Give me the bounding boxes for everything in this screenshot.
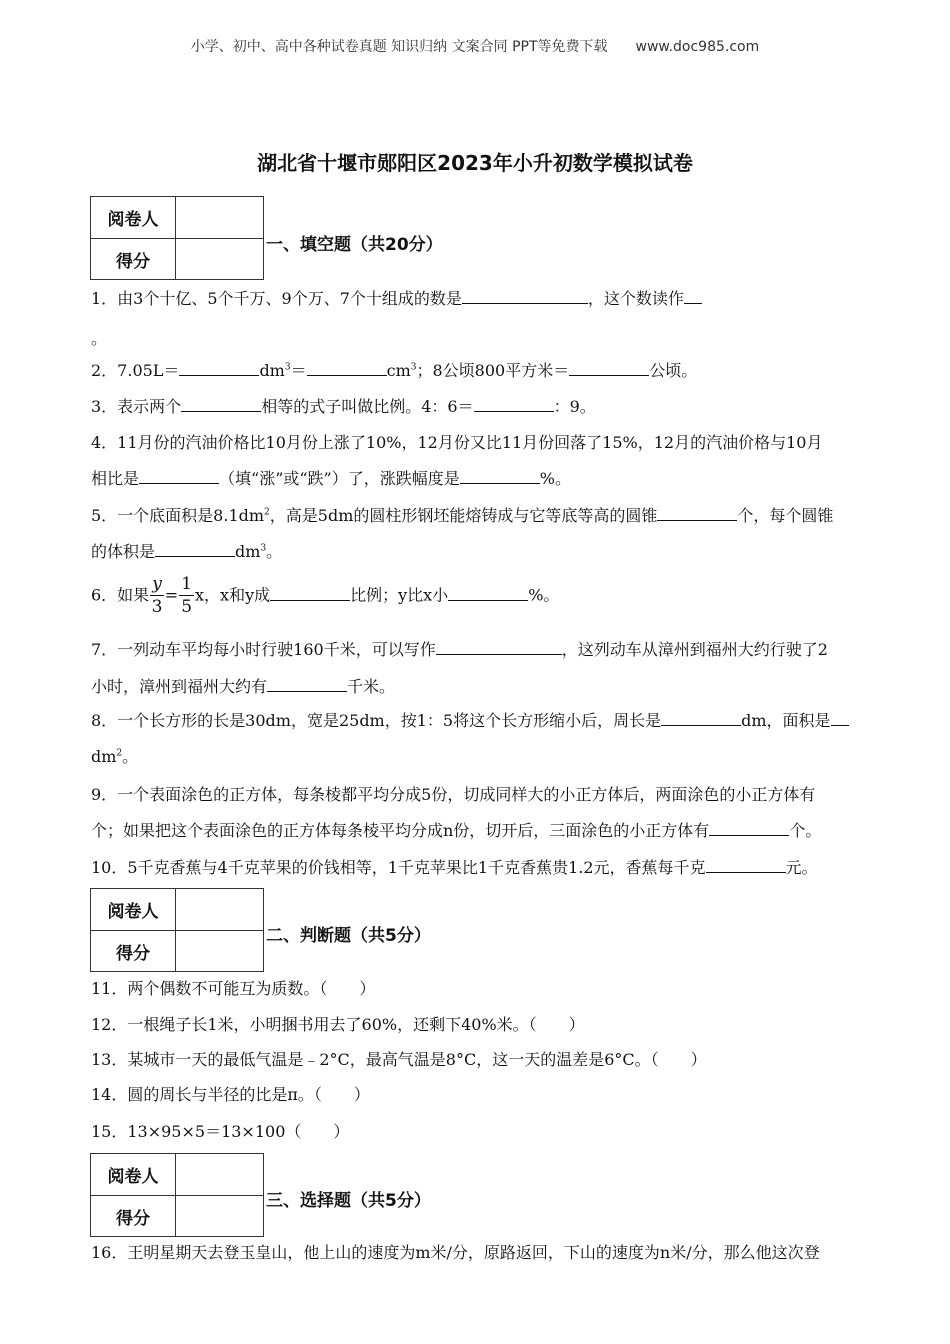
grader-table-1 [90,196,264,280]
grader-table-3 [90,1153,264,1237]
question-7 [91,637,891,660]
question-14: 14．圆的周长与半径的比是π。（ ） [91,1085,370,1104]
q9-text-b: 个；如果把这个表面涂色的正方体每条棱平均分成n份，切开后，三面涂色的小正方体有 [91,821,710,840]
q1-text-b: ，这个数读作 [587,289,684,308]
q8-blank-1[interactable] [661,711,741,726]
q5-sup-2: 3 [260,543,267,554]
question-15: 15．13×95×5＝13×100（ ） [91,1122,350,1141]
q6-text-c: 比例；y比x小 [350,585,449,605]
reviewer-cell[interactable] [176,1154,263,1195]
q1-blank-2[interactable] [684,289,702,304]
question-5 [91,503,891,526]
score-label: 得分 [91,931,176,972]
frac1-denominator: 3 [151,597,163,617]
question-5-cont [91,539,891,562]
q5-sup-1: 2 [264,507,270,518]
question-2 [91,358,891,381]
q5-text-f: 。 [266,542,283,561]
question-3 [91,394,891,417]
q9-text-a: 9．一个表面涂色的正方体，每条棱都平均分成5份，切成同样大的小正方体后，两面涂色的小正方体有 [91,785,816,804]
q2-text-c: ＝ [290,361,307,380]
q5-text-a: 5．一个底面积是8.1dm [91,506,265,525]
q9-blank-1[interactable] [709,821,789,836]
reviewer-label: 阅卷人 [91,197,176,238]
score-label: 得分 [91,239,176,280]
question-8-cont [91,744,891,767]
q3-text-a: 3．表示两个 [91,397,182,416]
q2-text-a: 2．7.05L＝ [91,361,180,380]
question-16: 16．王明星期天去登玉皇山，他上山的速度为m米/分，原路返回，下山的速度为n米/分，那么他这次登 [91,1243,820,1262]
q5-text-e: dm [235,542,261,561]
question-7-cont [91,674,891,697]
question-13: 13．某城市一天的最低气温是﹣2°C，最高气温是8°C，这一天的温差是6°C。（ ） [91,1050,707,1069]
q6-text-d: %。 [528,585,560,605]
q2-text-d: cm [386,361,411,380]
q4-text-d: %。 [539,469,571,488]
q2-blank-1[interactable] [179,361,259,376]
question-9-cont [91,818,891,841]
q5-text-c: 个，每个圆锥 [737,506,834,525]
question-10 [91,855,891,878]
q3-text-b: 相等的式子叫做比例。4：6＝ [261,397,474,416]
q6-blank-1[interactable] [270,586,350,601]
q8-text-c: dm [91,747,117,766]
q8-blank-2[interactable] [831,711,849,726]
q2-sup-1: 3 [284,362,291,373]
q7-text-c: 小时，漳州到福州大约有 [91,677,268,696]
header-text: 小学、初中、高中各种试卷真题 知识归纳 文案合同 PPT等免费下载 [190,39,608,55]
question-6 [91,576,891,616]
q7-blank-1[interactable] [436,640,562,655]
q10-text-a: 10．5千克香蕉与4千克苹果的价钱相等，1千克苹果比1千克香蕉贵1.2元，香蕉每千克 [91,858,706,877]
q3-blank-1[interactable] [181,397,261,412]
q4-blank-1[interactable] [139,469,219,484]
frac2-numerator: 1 [181,574,193,594]
q2-sup-2: 3 [410,362,417,373]
q7-text-a: 7．一列动车平均每小时行驶160千米，可以写作 [91,640,436,659]
question-1 [91,286,891,309]
q8-text-a: 8．一个长方形的长是30dm，宽是25dm，按1：5将这个长方形缩小后，周长是 [91,711,662,730]
q10-blank-1[interactable] [706,858,786,873]
reviewer-label: 阅卷人 [91,1154,176,1195]
reviewer-cell[interactable] [176,889,263,930]
question-4 [91,430,891,453]
page-title: 湖北省十堰市郧阳区2023年小升初数学模拟试卷 [257,151,693,175]
page-header [0,36,950,56]
q1-blank-1[interactable] [462,289,588,304]
question-4-cont [91,466,891,489]
q2-blank-3[interactable] [569,361,649,376]
section-title-1: 一、填空题（共20分） [266,235,443,255]
fraction-1-over-5 [179,576,194,616]
q1-text-c: 。 [91,329,108,348]
q10-text-b: 元。 [785,858,818,877]
question-8 [91,708,891,731]
q5-blank-2[interactable] [155,542,235,557]
q3-blank-2[interactable] [474,397,554,412]
q7-blank-2[interactable] [267,677,347,692]
question-12: 12．一根绳子长1米，小明捆书用去了60%，还剩下40%米。（ ） [91,1015,585,1034]
q4-blank-2[interactable] [460,469,540,484]
q7-text-b: ，这列动车从漳州到福州大约行驶了2 [561,640,828,659]
score-label: 得分 [91,1196,176,1237]
q5-text-d: 的体积是 [91,542,156,561]
q6-equals: = [164,585,179,605]
q4-text-a: 4．11月份的汽油价格比10月份上涨了10%，12月份又比11月份回落了15%，12月的汽油价格与10月 [91,433,823,452]
section-title-2: 二、判断题（共5分） [266,926,431,946]
q2-text-b: dm [259,361,285,380]
q4-text-b: 相比是 [91,469,140,488]
score-cell[interactable] [176,1196,263,1237]
score-cell[interactable] [176,239,263,280]
frac2-denominator: 5 [181,597,193,617]
fraction-y-over-3 [150,576,164,616]
q2-text-e: ；8公顷800平方米＝ [416,361,570,380]
q4-text-c: （填“涨”或“跌”）了，涨跌幅度是 [219,469,460,488]
section-title-3: 三、选择题（共5分） [266,1191,431,1211]
q1-text-a: 1．由3个十亿、5个千万、9个万、7个十组成的数是 [91,289,462,308]
q8-text-d: 。 [122,747,139,766]
reviewer-label: 阅卷人 [91,889,176,930]
q3-text-c: ：9。 [553,397,596,416]
q6-blank-2[interactable] [448,586,528,601]
q6-text-a: 6．如果 [91,585,150,605]
question-11: 11．两个偶数不可能互为质数。（ ） [91,979,376,998]
q7-text-d: 千米。 [347,677,396,696]
score-cell[interactable] [176,931,263,972]
q2-text-f: 公顷。 [649,361,698,380]
grader-table-2 [90,888,264,972]
q2-blank-2[interactable] [307,361,387,376]
question-9 [91,782,891,805]
frac1-numerator: y [152,574,162,594]
q8-text-b: dm，面积是 [741,711,831,730]
reviewer-cell[interactable] [176,197,263,238]
q9-text-c: 个。 [789,821,822,840]
question-1-cont [91,326,891,349]
q5-blank-1[interactable] [657,506,737,521]
q5-text-b: ，高是5dm的圆柱形钢坯能熔铸成与它等底等高的圆锥 [269,506,658,525]
header-url[interactable]: www.doc985.com [635,39,760,55]
q6-text-b: x，x和y成 [195,585,271,605]
q8-sup-1: 2 [116,748,123,759]
